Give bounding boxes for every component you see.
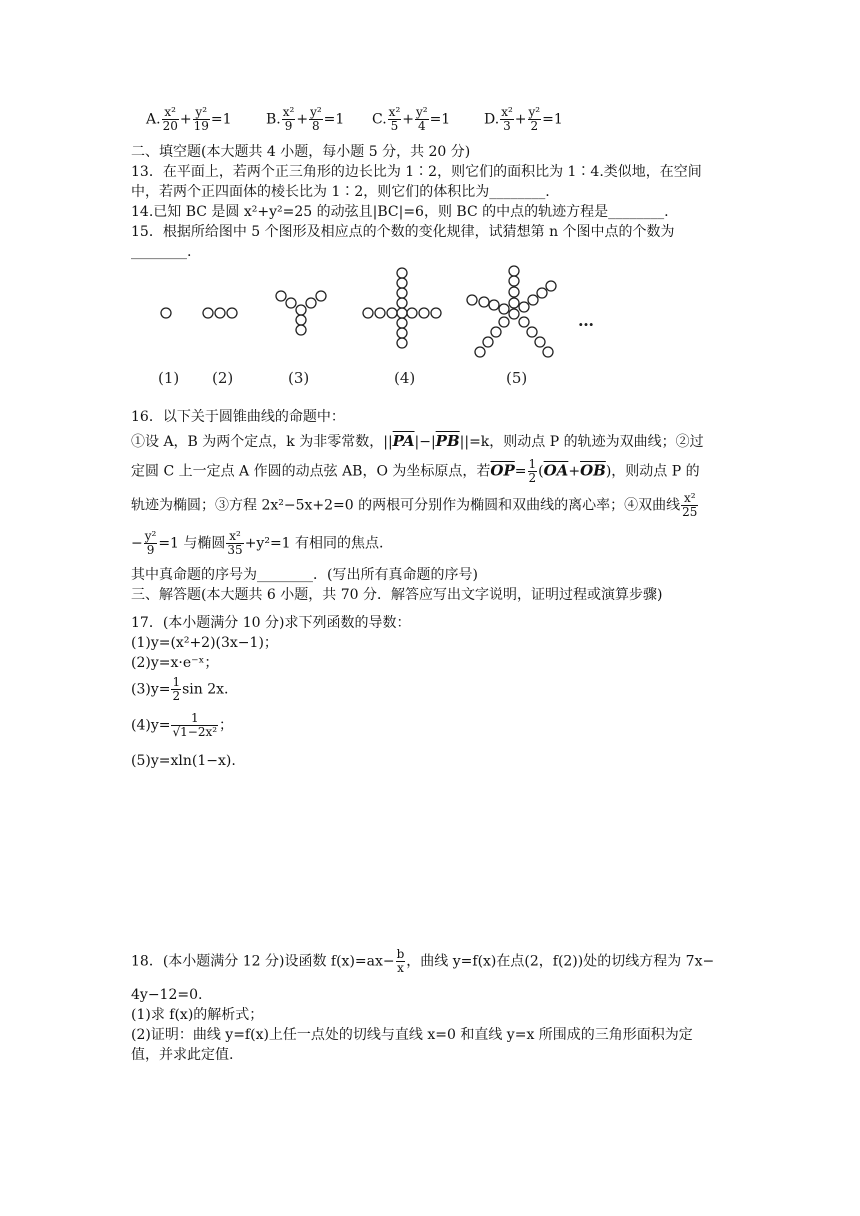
- q17-part1: (1)y=(x²+2)(3x−1)；: [131, 635, 278, 651]
- fig5-dot: [537, 288, 547, 298]
- q16-line6: 其中真命题的序号为________．(写出所有真命题的序号): [131, 567, 478, 583]
- option-d: D. $\frac{\text{x²}}{3}$ + $\frac{\text{y²}}{2}$ =1: [484, 105, 563, 133]
- fig4-dot: [397, 288, 407, 298]
- fig5-dot: [491, 327, 501, 337]
- q16-line3: 定圆 C 上一定点 A 作圆的动点弦 AB，O 为坐标原点，若$\overline{OP}=$ $\frac{1}{2}$ $(\overline{OA}+\overline{OB})$，则动点 P 的: [131, 457, 700, 485]
- q16-line5: − $\frac{\text{y²}}{9}$ =1 与椭圆 $\frac{\text{x²}}{35}$ +y²=1 有相同的焦点.: [131, 529, 384, 557]
- fig2-dot: [227, 308, 237, 318]
- fig-label-1: (1): [158, 369, 180, 387]
- fig5-dot: [519, 317, 529, 327]
- option-c: C. $\frac{\text{x²}}{5}$ + $\frac{\text{y²}}{4}$ =1: [372, 105, 451, 133]
- fig4-dot: [397, 268, 407, 278]
- fig-label-3: (3): [288, 369, 310, 387]
- q14: 14.已知 BC 是圆 x²+y²=25 的动弦且|BC|=6，则 BC 的中点的轨迹方程是________.: [131, 204, 669, 220]
- q18-line1: 18．(本小题满分 12 分)设函数 f(x)=ax− $\frac{b}{x}$ ，曲线 y=f(x)在点(2，f(2))处的切线方程为 7x−: [131, 947, 715, 975]
- fig4-dot: [397, 328, 407, 338]
- fig4-dot: [363, 308, 373, 318]
- fig3-dot: [296, 315, 306, 325]
- fig5-dot: [475, 347, 485, 357]
- fig4-dot: [407, 308, 417, 318]
- q16-line4: 轨迹为椭圆；③方程 2x²−5x+2=0 的两根可分别作为椭圆和双曲线的离心率；④双曲线 $\frac{\text{x²}}{25}$: [131, 491, 698, 519]
- fig-label-4: (4): [394, 369, 416, 387]
- q17-part2: (2)y=x·e⁻ˣ；: [131, 655, 219, 671]
- fig2-dot: [215, 308, 225, 318]
- fig5-dot: [546, 281, 556, 291]
- q17-part3: (3)y= $\frac{1}{2}$ sin 2x.: [131, 675, 229, 703]
- fig5-dot: [543, 347, 553, 357]
- fig4-dot: [397, 278, 407, 288]
- fig1-dot: [161, 308, 171, 318]
- fig-ellipsis: …: [578, 311, 594, 330]
- q17-title: 17．(本小题满分 10 分)求下列函数的导数：: [131, 615, 411, 631]
- fig5-dot: [535, 337, 545, 347]
- q17-part4: (4)y= $\frac{1}{\text{√1−2x²}}$ ；: [131, 711, 234, 739]
- q16-line2: ①设 A，B 为两个定点，k 为非零常数，$||\overline{PA}|-|\overline{PB}||=k$，则动点 P 的轨迹为双曲线；②过: [131, 432, 704, 450]
- fig3-dot: [276, 291, 286, 301]
- fig5-dot: [509, 309, 519, 319]
- fig3-dot: [316, 291, 326, 301]
- fig5-dot: [509, 298, 519, 308]
- q13-line1: 13．在平面上，若两个正三角形的边长比为 1∶2，则它们的面积比为 1∶4.类似地，在空间: [131, 164, 702, 180]
- q13-line2: 中，若两个正四面体的棱长比为 1∶2，则它们的体积比为________.: [131, 184, 550, 200]
- fig4-dot: [397, 318, 407, 328]
- fig-label-2: (2): [212, 369, 234, 387]
- fig4-dot: [431, 308, 441, 318]
- q18-part2-line1: (2)证明：曲线 y=f(x)上任一点处的切线与直线 x=0 和直线 y=x 所围成的三角形面积为定: [131, 1027, 693, 1043]
- q18-line2: 4y−12=0.: [131, 987, 203, 1003]
- fig4-dot: [397, 298, 407, 308]
- section2-heading: 二、填空题(本大题共 4 小题，每小题 5 分，共 20 分): [131, 144, 471, 160]
- fig5-dot: [519, 302, 529, 312]
- dot-pattern-figure: [140, 262, 600, 392]
- fig4-dot: [419, 308, 429, 318]
- fig5-dot: [483, 337, 493, 347]
- option-a: A. $\frac{\text{x²}}{20}$ + $\frac{\text{y²}}{19}$ =1: [146, 105, 232, 133]
- fig5-dot: [489, 300, 499, 310]
- fig5-dot: [479, 297, 489, 307]
- fig5-dot: [509, 266, 519, 276]
- section3-heading: 三、解答题(本大题共 6 小题，共 70 分．解答应写出文字说明，证明过程或演算步骤): [131, 587, 663, 603]
- fig2-dot: [203, 308, 213, 318]
- fig-label-5: (5): [506, 369, 528, 387]
- fig5-dot: [499, 317, 509, 327]
- q16-line1: 16．以下关于圆锥曲线的命题中：: [131, 409, 345, 425]
- fig5-dot: [509, 276, 519, 286]
- fig5-dot: [528, 295, 538, 305]
- q15-line2: ________.: [131, 244, 192, 260]
- fig3-dot: [296, 325, 306, 335]
- q18-part2-line2: 值，并求此定值.: [131, 1047, 234, 1063]
- fig3-dot: [286, 298, 296, 308]
- option-b: B. $\frac{\text{x²}}{9}$ + $\frac{\text{y²}}{8}$ =1: [266, 105, 345, 133]
- q17-part5: (5)y=xln(1−x).: [131, 753, 236, 769]
- fig5-dot: [499, 304, 509, 314]
- fig5-dot: [467, 295, 477, 305]
- fig4-dot: [387, 308, 397, 318]
- fig5-dot: [527, 327, 537, 337]
- fig4-dot: [397, 308, 407, 318]
- fig4-dot: [375, 308, 385, 318]
- q15-line1: 15．根据所给图中 5 个图形及相应点的个数的变化规律，试猜想第 n 个图中点的个数为: [131, 224, 675, 240]
- fig3-dot: [296, 305, 306, 315]
- fig5-dot: [509, 287, 519, 297]
- fig3-dot: [306, 298, 316, 308]
- fig4-dot: [397, 338, 407, 348]
- q18-part1: (1)求 f(x)的解析式；: [131, 1007, 264, 1023]
